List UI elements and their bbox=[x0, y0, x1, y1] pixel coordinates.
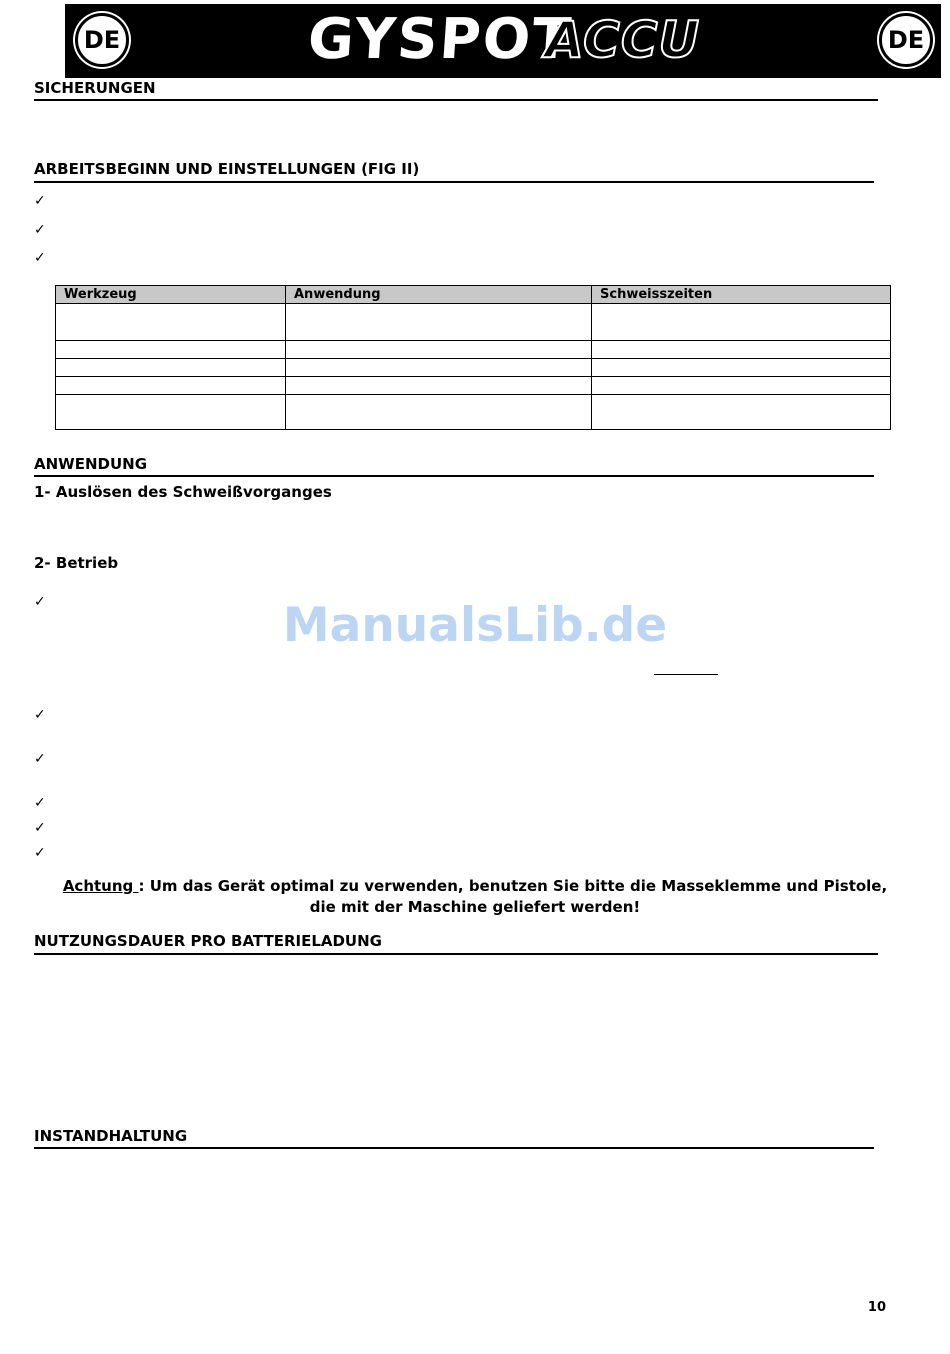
column-header-schweisszeiten: Schweisszeiten bbox=[592, 286, 891, 304]
heading-sicherungen: SICHERUNGEN bbox=[34, 79, 156, 97]
watermark: ManualsLib.de bbox=[282, 598, 668, 653]
section-rule bbox=[34, 99, 878, 101]
table-cell bbox=[592, 359, 891, 377]
table-cell bbox=[286, 377, 592, 395]
heading-instandhaltung: INSTANDHALTUNG bbox=[34, 1127, 188, 1145]
page-number: 10 bbox=[867, 1300, 886, 1315]
language-badge-right: DE bbox=[879, 13, 933, 67]
check-mark: ✓ bbox=[34, 193, 46, 209]
table-row bbox=[56, 395, 891, 430]
section-rule bbox=[34, 475, 874, 477]
column-header-werkzeug: Werkzeug bbox=[56, 286, 286, 304]
table-row bbox=[56, 304, 891, 341]
section-rule bbox=[34, 1147, 874, 1149]
table-cell bbox=[56, 341, 286, 359]
table-cell bbox=[592, 341, 891, 359]
check-mark: ✓ bbox=[34, 820, 46, 836]
heading-nutzungsdauer: NUTZUNGSDAUER PRO BATTERIELADUNG bbox=[34, 932, 382, 950]
attention-text: : Um das Gerät optimal zu verwenden, benutzen Sie bitte die Masseklemme und Pistole, die mit der Maschine geliefert werden! bbox=[138, 877, 888, 916]
header-banner bbox=[65, 4, 941, 78]
subheading-step1: 1- Auslösen des Schweißvorganges bbox=[34, 483, 332, 501]
table-cell bbox=[56, 359, 286, 377]
table-row bbox=[56, 359, 891, 377]
heading-anwendung: ANWENDUNG bbox=[34, 455, 148, 473]
section-rule bbox=[34, 181, 874, 183]
brand-logo: GYSPOT bbox=[305, 7, 575, 72]
subheading-step2: 2- Betrieb bbox=[34, 554, 119, 572]
table-cell bbox=[56, 377, 286, 395]
check-mark: ✓ bbox=[34, 594, 46, 610]
check-mark: ✓ bbox=[34, 707, 46, 723]
attention-note bbox=[60, 876, 890, 918]
check-mark: ✓ bbox=[34, 250, 46, 266]
check-mark: ✓ bbox=[34, 222, 46, 238]
table-cell bbox=[286, 304, 592, 341]
table-cell bbox=[56, 304, 286, 341]
attention-label: Achtung bbox=[62, 877, 139, 895]
tool-table bbox=[55, 285, 891, 430]
table-header-row bbox=[56, 286, 891, 304]
check-mark: ✓ bbox=[34, 845, 46, 861]
table-cell bbox=[592, 304, 891, 341]
table-cell bbox=[56, 395, 286, 430]
language-badge-left: DE bbox=[75, 13, 129, 67]
heading-arbeitsbeginn: ARBEITSBEGINN UND EINSTELLUNGEN (FIG II) bbox=[34, 160, 420, 178]
table-row bbox=[56, 377, 891, 395]
table-cell bbox=[286, 341, 592, 359]
table-cell bbox=[286, 395, 592, 430]
table-cell bbox=[286, 359, 592, 377]
column-header-anwendung: Anwendung bbox=[286, 286, 592, 304]
underline-blank bbox=[654, 674, 718, 675]
section-rule bbox=[34, 953, 878, 955]
check-mark: ✓ bbox=[34, 751, 46, 767]
check-mark: ✓ bbox=[34, 795, 46, 811]
table-cell bbox=[592, 395, 891, 430]
table-cell bbox=[592, 377, 891, 395]
brand-logo-sub: ACCU bbox=[545, 11, 701, 69]
table-row bbox=[56, 341, 891, 359]
